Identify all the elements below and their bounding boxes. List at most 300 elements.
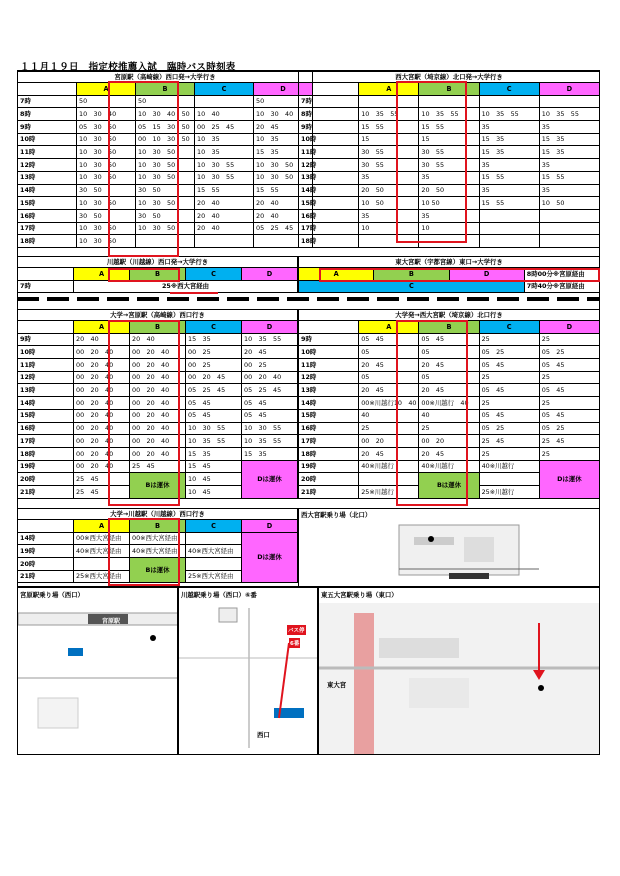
- hour-label: 19時: [18, 460, 74, 473]
- departure-cell: 20 45: [419, 384, 479, 397]
- route-title: 西大宮駅（埼京線）北口発→大学行き: [299, 72, 600, 83]
- bus-stop-label: バス停: [287, 625, 306, 635]
- departure-cell: 25 45: [539, 435, 599, 448]
- departure-cell: 10 30 40 50: [136, 108, 195, 121]
- departure-note: 25※西大宮経由: [74, 280, 298, 293]
- departure-cell: 10 45: [186, 485, 242, 498]
- departure-cell: 15 35: [479, 146, 539, 159]
- departure-cell: 35: [539, 121, 599, 134]
- hour-label: 20時: [18, 558, 74, 571]
- departure-cell: [195, 95, 254, 108]
- departure-cell: 15 55: [479, 171, 539, 184]
- departure-cell: [539, 222, 599, 235]
- departure-cell: 00 20 40: [74, 359, 130, 372]
- departure-cell: 00 20 40: [74, 346, 130, 359]
- departure-cell: 10 35 55: [359, 108, 419, 121]
- departure-cell: 20 40: [195, 222, 254, 235]
- departure-cell: 05 45: [539, 384, 599, 397]
- departure-cell: 35: [539, 184, 599, 197]
- col-header-a: A: [74, 520, 130, 533]
- hour-label: 10時: [299, 346, 359, 359]
- departure-cell: 05: [359, 371, 419, 384]
- table-row: [18, 133, 313, 146]
- hour-label: 10時: [18, 346, 74, 359]
- hour-label: 13時: [18, 171, 77, 184]
- departure-cell: 15 55: [195, 184, 254, 197]
- departure-cell: 30 55: [419, 146, 479, 159]
- col-header-c: C: [195, 83, 254, 96]
- departure-cell: 05 25 45: [242, 384, 298, 397]
- route-title: 大学→宮原駅（高崎線）西口行き: [18, 310, 298, 321]
- table-row: [18, 222, 313, 235]
- departure-cell: 05 45: [359, 333, 419, 346]
- route-title: 宮原駅（高崎線）西口発→大学行き: [18, 72, 313, 83]
- table-row: [18, 159, 313, 172]
- table-row: [18, 108, 313, 121]
- table-row: [18, 447, 298, 460]
- page-title: １１月１９日 指定校推薦入試 臨時バス時刻表: [20, 62, 236, 73]
- col-header-b: B: [130, 321, 186, 334]
- table-row: [299, 422, 600, 435]
- departure-cell: 20 45: [242, 346, 298, 359]
- station-label: 宮原駅: [102, 618, 121, 625]
- departure-cell: 00 20 40: [74, 447, 130, 460]
- timetable-higashiomiya-to-univ: [298, 256, 600, 293]
- departure-cell: 10 50: [539, 197, 599, 210]
- hour-label: 17時: [18, 435, 74, 448]
- timetable-univ-to-nishiomiya: [298, 309, 600, 499]
- departure-cell: 15 35: [479, 133, 539, 146]
- col-header-a: A: [299, 268, 374, 281]
- departure-cell: 10 30 55: [242, 422, 298, 435]
- departure-cell: 35: [419, 171, 479, 184]
- departure-cell: 00 20 40: [130, 346, 186, 359]
- departure-cell: [419, 235, 479, 248]
- departure-cell: 00 25: [186, 346, 242, 359]
- departure-cell: [359, 95, 419, 108]
- departure-cell: 25: [539, 397, 599, 410]
- col-header-c: C: [479, 321, 539, 334]
- departure-cell: 05: [419, 346, 479, 359]
- hour-label: 8時: [299, 108, 359, 121]
- departure-cell: 00 20 40: [130, 397, 186, 410]
- hour-label: 12時: [299, 159, 359, 172]
- departure-cell: 05 25 45: [254, 222, 313, 235]
- col-header-c: C: [299, 280, 525, 293]
- hour-label: 19時: [299, 460, 359, 473]
- departure-cell: 10 45: [186, 473, 242, 486]
- table-row: [299, 209, 600, 222]
- exit-label: 西口: [257, 731, 270, 739]
- departure-cell: 40※西大宮経由: [74, 545, 130, 558]
- departure-cell: [136, 235, 195, 248]
- departure-cell: [419, 95, 479, 108]
- departure-cell: 25: [479, 333, 539, 346]
- departure-note-d: 8時00分※宮原経由: [524, 268, 599, 281]
- hour-label: 17時: [299, 435, 359, 448]
- hour-label: 12時: [18, 371, 74, 384]
- departure-cell: 00 25 45: [195, 121, 254, 134]
- hour-label: 7時: [299, 95, 359, 108]
- departure-cell: 00 20 40: [130, 384, 186, 397]
- departure-cell: 00 20 40: [130, 422, 186, 435]
- departure-cell: 10 30 50: [77, 159, 136, 172]
- departure-cell: 50: [77, 95, 136, 108]
- table-row: [18, 397, 298, 410]
- departure-cell: 00 20 40: [74, 422, 130, 435]
- departure-cell: 20 40: [254, 197, 313, 210]
- departure-cell: 20 45: [419, 447, 479, 460]
- table-row: [299, 95, 600, 108]
- departure-cell: 35: [479, 184, 539, 197]
- hour-label: 16時: [299, 209, 359, 222]
- hour-label: 9時: [299, 333, 359, 346]
- hour-label: 15時: [18, 197, 77, 210]
- departure-cell: 10: [419, 222, 479, 235]
- departure-cell: 25: [419, 422, 479, 435]
- departure-cell: 05 45: [479, 359, 539, 372]
- col-header-d: D: [449, 268, 524, 281]
- departure-cell: 50: [254, 95, 313, 108]
- departure-cell: [359, 235, 419, 248]
- map-title: 宮原駅乗り場（西口）: [20, 591, 84, 599]
- departure-cell: 05: [419, 371, 479, 384]
- hour-label: 15時: [299, 409, 359, 422]
- departure-cell: 05 45: [242, 397, 298, 410]
- departure-cell: 40: [419, 409, 479, 422]
- departure-cell: 20 40: [74, 333, 130, 346]
- map-title: 西大宮駅乗り場（北口）: [301, 511, 372, 519]
- table-row: [18, 209, 313, 222]
- departure-cell: 25※西大宮経由: [74, 570, 130, 583]
- departure-cell: 15: [359, 133, 419, 146]
- departure-cell: 35: [359, 209, 419, 222]
- table-row: [18, 171, 313, 184]
- departure-cell: 10 30 40: [254, 108, 313, 121]
- timetable-univ-to-kawagoe: [17, 508, 298, 583]
- departure-cell: 10 35 55: [242, 435, 298, 448]
- departure-cell: 15 35: [186, 447, 242, 460]
- hour-label: 18時: [299, 447, 359, 460]
- departure-cell: 20 45: [419, 359, 479, 372]
- hour-label: 19時: [18, 545, 74, 558]
- departure-cell: 40: [359, 409, 419, 422]
- timetable-nishiomiya-to-univ: [298, 71, 600, 248]
- col-header-b: B: [136, 83, 195, 96]
- departure-cell: 10 30 50: [77, 146, 136, 159]
- bus-stop-number: 6番: [289, 638, 300, 648]
- table-row: [299, 235, 600, 248]
- table-row: [299, 447, 600, 460]
- col-header-a: A: [359, 83, 419, 96]
- departure-cell: 00 20 40: [130, 409, 186, 422]
- departure-cell: 25: [539, 371, 599, 384]
- departure-cell: 05 45: [539, 409, 599, 422]
- departure-note-c: 7時40分※宮原経由: [524, 280, 599, 293]
- departure-cell: 00 10 30 50: [136, 133, 195, 146]
- hour-label: 20時: [18, 473, 74, 486]
- holiday-notice: Dは運休: [242, 460, 298, 498]
- table-row: [18, 121, 313, 134]
- departure-cell: 35: [359, 171, 419, 184]
- table-row: [299, 460, 600, 473]
- departure-cell: 25: [359, 422, 419, 435]
- departure-cell: 25: [479, 397, 539, 410]
- hour-label: 8時: [18, 108, 77, 121]
- departure-cell: [479, 235, 539, 248]
- hour-label: 12時: [18, 159, 77, 172]
- departure-cell: 10 50: [419, 197, 479, 210]
- departure-cell: 10 30 50: [136, 171, 195, 184]
- departure-cell: 10 30 50: [136, 159, 195, 172]
- table-row: [18, 371, 298, 384]
- route-title: 川越駅（川越線）西口発→大学行き: [18, 257, 298, 268]
- departure-cell: 15 35: [539, 133, 599, 146]
- map-nishiomiya: [298, 508, 600, 587]
- departure-cell: [186, 532, 242, 545]
- departure-cell: 00※川越行10 40: [359, 397, 419, 410]
- hour-label: 18時: [18, 235, 77, 248]
- departure-cell: 40※川越行: [479, 460, 539, 473]
- departure-cell: 30 50: [77, 209, 136, 222]
- table-row: [18, 197, 313, 210]
- table-row: [299, 108, 600, 121]
- table-row: [18, 95, 313, 108]
- departure-cell: 10 35 55: [186, 435, 242, 448]
- hour-label: 7時: [18, 280, 74, 293]
- col-header-d: D: [539, 83, 599, 96]
- departure-cell: [479, 95, 539, 108]
- table-row: [18, 146, 313, 159]
- timetable-kawagoe-to-univ: [17, 256, 298, 293]
- departure-cell: 30 50: [136, 184, 195, 197]
- table-row: [18, 359, 298, 372]
- col-header-c: C: [186, 520, 242, 533]
- departure-cell: 20 40: [130, 333, 186, 346]
- table-row: [299, 133, 600, 146]
- route-title: 大学発→西大宮駅（埼京線）北口行き: [299, 310, 600, 321]
- departure-cell: 10 35 55: [539, 108, 599, 121]
- hour-label: 17時: [299, 222, 359, 235]
- hour-label: 21時: [299, 485, 359, 498]
- departure-cell: 25 45: [479, 435, 539, 448]
- col-header-d: D: [242, 321, 298, 334]
- departure-cell: 25 45: [74, 485, 130, 498]
- departure-cell: 10 30 55: [195, 171, 254, 184]
- holiday-notice: Dは運休: [242, 532, 298, 583]
- map-miyahara: [17, 587, 178, 755]
- hour-label: 20時: [299, 473, 359, 486]
- hour-label: 15時: [299, 197, 359, 210]
- departure-cell: 25: [539, 447, 599, 460]
- departure-cell: 05 45: [186, 397, 242, 410]
- departure-cell: 15: [419, 133, 479, 146]
- departure-cell: 05 25: [479, 346, 539, 359]
- hour-label: 16時: [18, 422, 74, 435]
- departure-cell: 15 55: [479, 197, 539, 210]
- departure-cell: 35: [479, 159, 539, 172]
- departure-cell: 00 20 40: [74, 435, 130, 448]
- timetable-univ-to-miyahara: [17, 309, 298, 499]
- departure-cell: [74, 558, 130, 571]
- table-row: [299, 159, 600, 172]
- departure-cell: 00※西大宮経由: [130, 532, 186, 545]
- hour-label: 11時: [299, 146, 359, 159]
- hour-label: 14時: [18, 184, 77, 197]
- departure-cell: 30 50: [136, 209, 195, 222]
- departure-cell: 15 35: [254, 146, 313, 159]
- departure-cell: 25※西大宮経由: [186, 570, 242, 583]
- departure-cell: 50: [136, 95, 195, 108]
- hour-label: 21時: [18, 485, 74, 498]
- hour-label: 14時: [18, 532, 74, 545]
- departure-cell: 40※川越行: [359, 460, 419, 473]
- departure-cell: 40※西大宮経由: [130, 545, 186, 558]
- hour-label: 14時: [18, 397, 74, 410]
- table-row: [18, 422, 298, 435]
- departure-cell: 05: [359, 346, 419, 359]
- departure-cell: 20 45: [359, 359, 419, 372]
- holiday-notice: Dは運休: [539, 460, 599, 498]
- departure-cell: 10 30 50: [136, 222, 195, 235]
- hour-label: 10時: [18, 133, 77, 146]
- table-row: [18, 435, 298, 448]
- departure-cell: 10 35: [254, 133, 313, 146]
- map-higashiomiya: [318, 587, 600, 755]
- departure-cell: 05 25 45: [186, 384, 242, 397]
- map-title: 川越駅乗り場（西口）⑥番: [181, 591, 257, 599]
- departure-cell: 20 50: [419, 184, 479, 197]
- departure-cell: 10 30 50: [77, 197, 136, 210]
- holiday-notice: Bは運休: [130, 558, 186, 583]
- departure-cell: 10 35: [195, 146, 254, 159]
- departure-cell: 00 20 40: [74, 460, 130, 473]
- departure-cell: [359, 473, 419, 486]
- col-header-d: D: [242, 520, 298, 533]
- departure-cell: 00 20 40: [242, 371, 298, 384]
- underline-mark: [170, 292, 218, 294]
- table-row: [18, 409, 298, 422]
- hour-label: 11時: [299, 359, 359, 372]
- departure-cell: 00 20 45: [186, 371, 242, 384]
- departure-cell: 05 15 30 50: [136, 121, 195, 134]
- table-row: [18, 333, 298, 346]
- departure-cell: 40※西大宮経由: [186, 545, 242, 558]
- map-kawagoe: [178, 587, 318, 755]
- departure-cell: 00 20: [419, 435, 479, 448]
- hour-label: 10時: [299, 133, 359, 146]
- col-header-c: C: [186, 268, 242, 281]
- col-header-d: D: [254, 83, 313, 96]
- table-row: [299, 184, 600, 197]
- table-row: [299, 435, 600, 448]
- table-row: [299, 371, 600, 384]
- table-row: [299, 146, 600, 159]
- departure-cell: 00 20 40: [130, 447, 186, 460]
- hour-label: 9時: [18, 333, 74, 346]
- departure-cell: 20 45: [254, 121, 313, 134]
- departure-cell: 30 50: [77, 184, 136, 197]
- col-header-a: A: [74, 321, 130, 334]
- col-header-b: B: [419, 83, 479, 96]
- map-title: 東五大宮駅乗り場（東口）: [321, 591, 398, 599]
- route-title: 大学→川越駅（川越線）西口行き: [18, 509, 298, 520]
- departure-cell: 25: [479, 371, 539, 384]
- departure-cell: 05 25: [479, 422, 539, 435]
- departure-cell: 25 45: [74, 473, 130, 486]
- col-header-b: B: [419, 321, 479, 334]
- departure-cell: 20 45: [359, 447, 419, 460]
- departure-cell: 00 20 40: [130, 371, 186, 384]
- departure-cell: [186, 558, 242, 571]
- col-header-b: B: [130, 520, 186, 533]
- departure-cell: 20 45: [359, 384, 419, 397]
- table-row: [299, 359, 600, 372]
- departure-cell: 35: [479, 121, 539, 134]
- hour-label: 18時: [299, 235, 359, 248]
- departure-cell: 25※川越行: [479, 485, 539, 498]
- departure-cell: 10 35 55: [479, 108, 539, 121]
- hour-label: 16時: [299, 422, 359, 435]
- holiday-notice: Bは運休: [130, 473, 186, 498]
- hour-label: 12時: [299, 371, 359, 384]
- hour-label: 15時: [18, 409, 74, 422]
- hour-label: 11時: [18, 146, 77, 159]
- departure-cell: 15 55: [539, 171, 599, 184]
- departure-cell: 05 45: [539, 359, 599, 372]
- hour-label: 13時: [18, 384, 74, 397]
- hour-label: 17時: [18, 222, 77, 235]
- departure-cell: 25: [539, 333, 599, 346]
- col-header-b: B: [130, 268, 186, 281]
- departure-cell: [479, 473, 539, 486]
- departure-cell: 00 20: [359, 435, 419, 448]
- holiday-notice: Bは運休: [419, 473, 479, 498]
- table-row: [299, 384, 600, 397]
- hour-label: 14時: [299, 184, 359, 197]
- departure-cell: 10 30 50: [254, 159, 313, 172]
- table-row: [299, 171, 600, 184]
- table-row: [299, 222, 600, 235]
- table-row: [299, 346, 600, 359]
- departure-cell: [195, 235, 254, 248]
- hour-label: 14時: [299, 397, 359, 410]
- departure-cell: [539, 209, 599, 222]
- col-header-c: C: [479, 83, 539, 96]
- departure-cell: 15 35: [242, 447, 298, 460]
- departure-cell: 00 25: [186, 359, 242, 372]
- departure-cell: 15 45: [186, 460, 242, 473]
- col-header-c: C: [186, 321, 242, 334]
- departure-cell: 25※川越行: [359, 485, 419, 498]
- departure-cell: 00 20 40: [74, 384, 130, 397]
- table-row: [299, 397, 600, 410]
- hour-label: 21時: [18, 570, 74, 583]
- hour-label: 9時: [18, 121, 77, 134]
- departure-cell: 10 50: [359, 197, 419, 210]
- departure-cell: 35: [539, 159, 599, 172]
- departure-cell: 20 40: [254, 209, 313, 222]
- section-divider: [17, 297, 600, 301]
- departure-cell: 15 35: [186, 333, 242, 346]
- departure-cell: 05 25: [539, 422, 599, 435]
- departure-cell: [539, 235, 599, 248]
- departure-cell: [479, 209, 539, 222]
- col-header-d: D: [539, 321, 599, 334]
- departure-cell: 05 45: [242, 409, 298, 422]
- table-row: [18, 532, 298, 545]
- departure-cell: 15 55: [359, 121, 419, 134]
